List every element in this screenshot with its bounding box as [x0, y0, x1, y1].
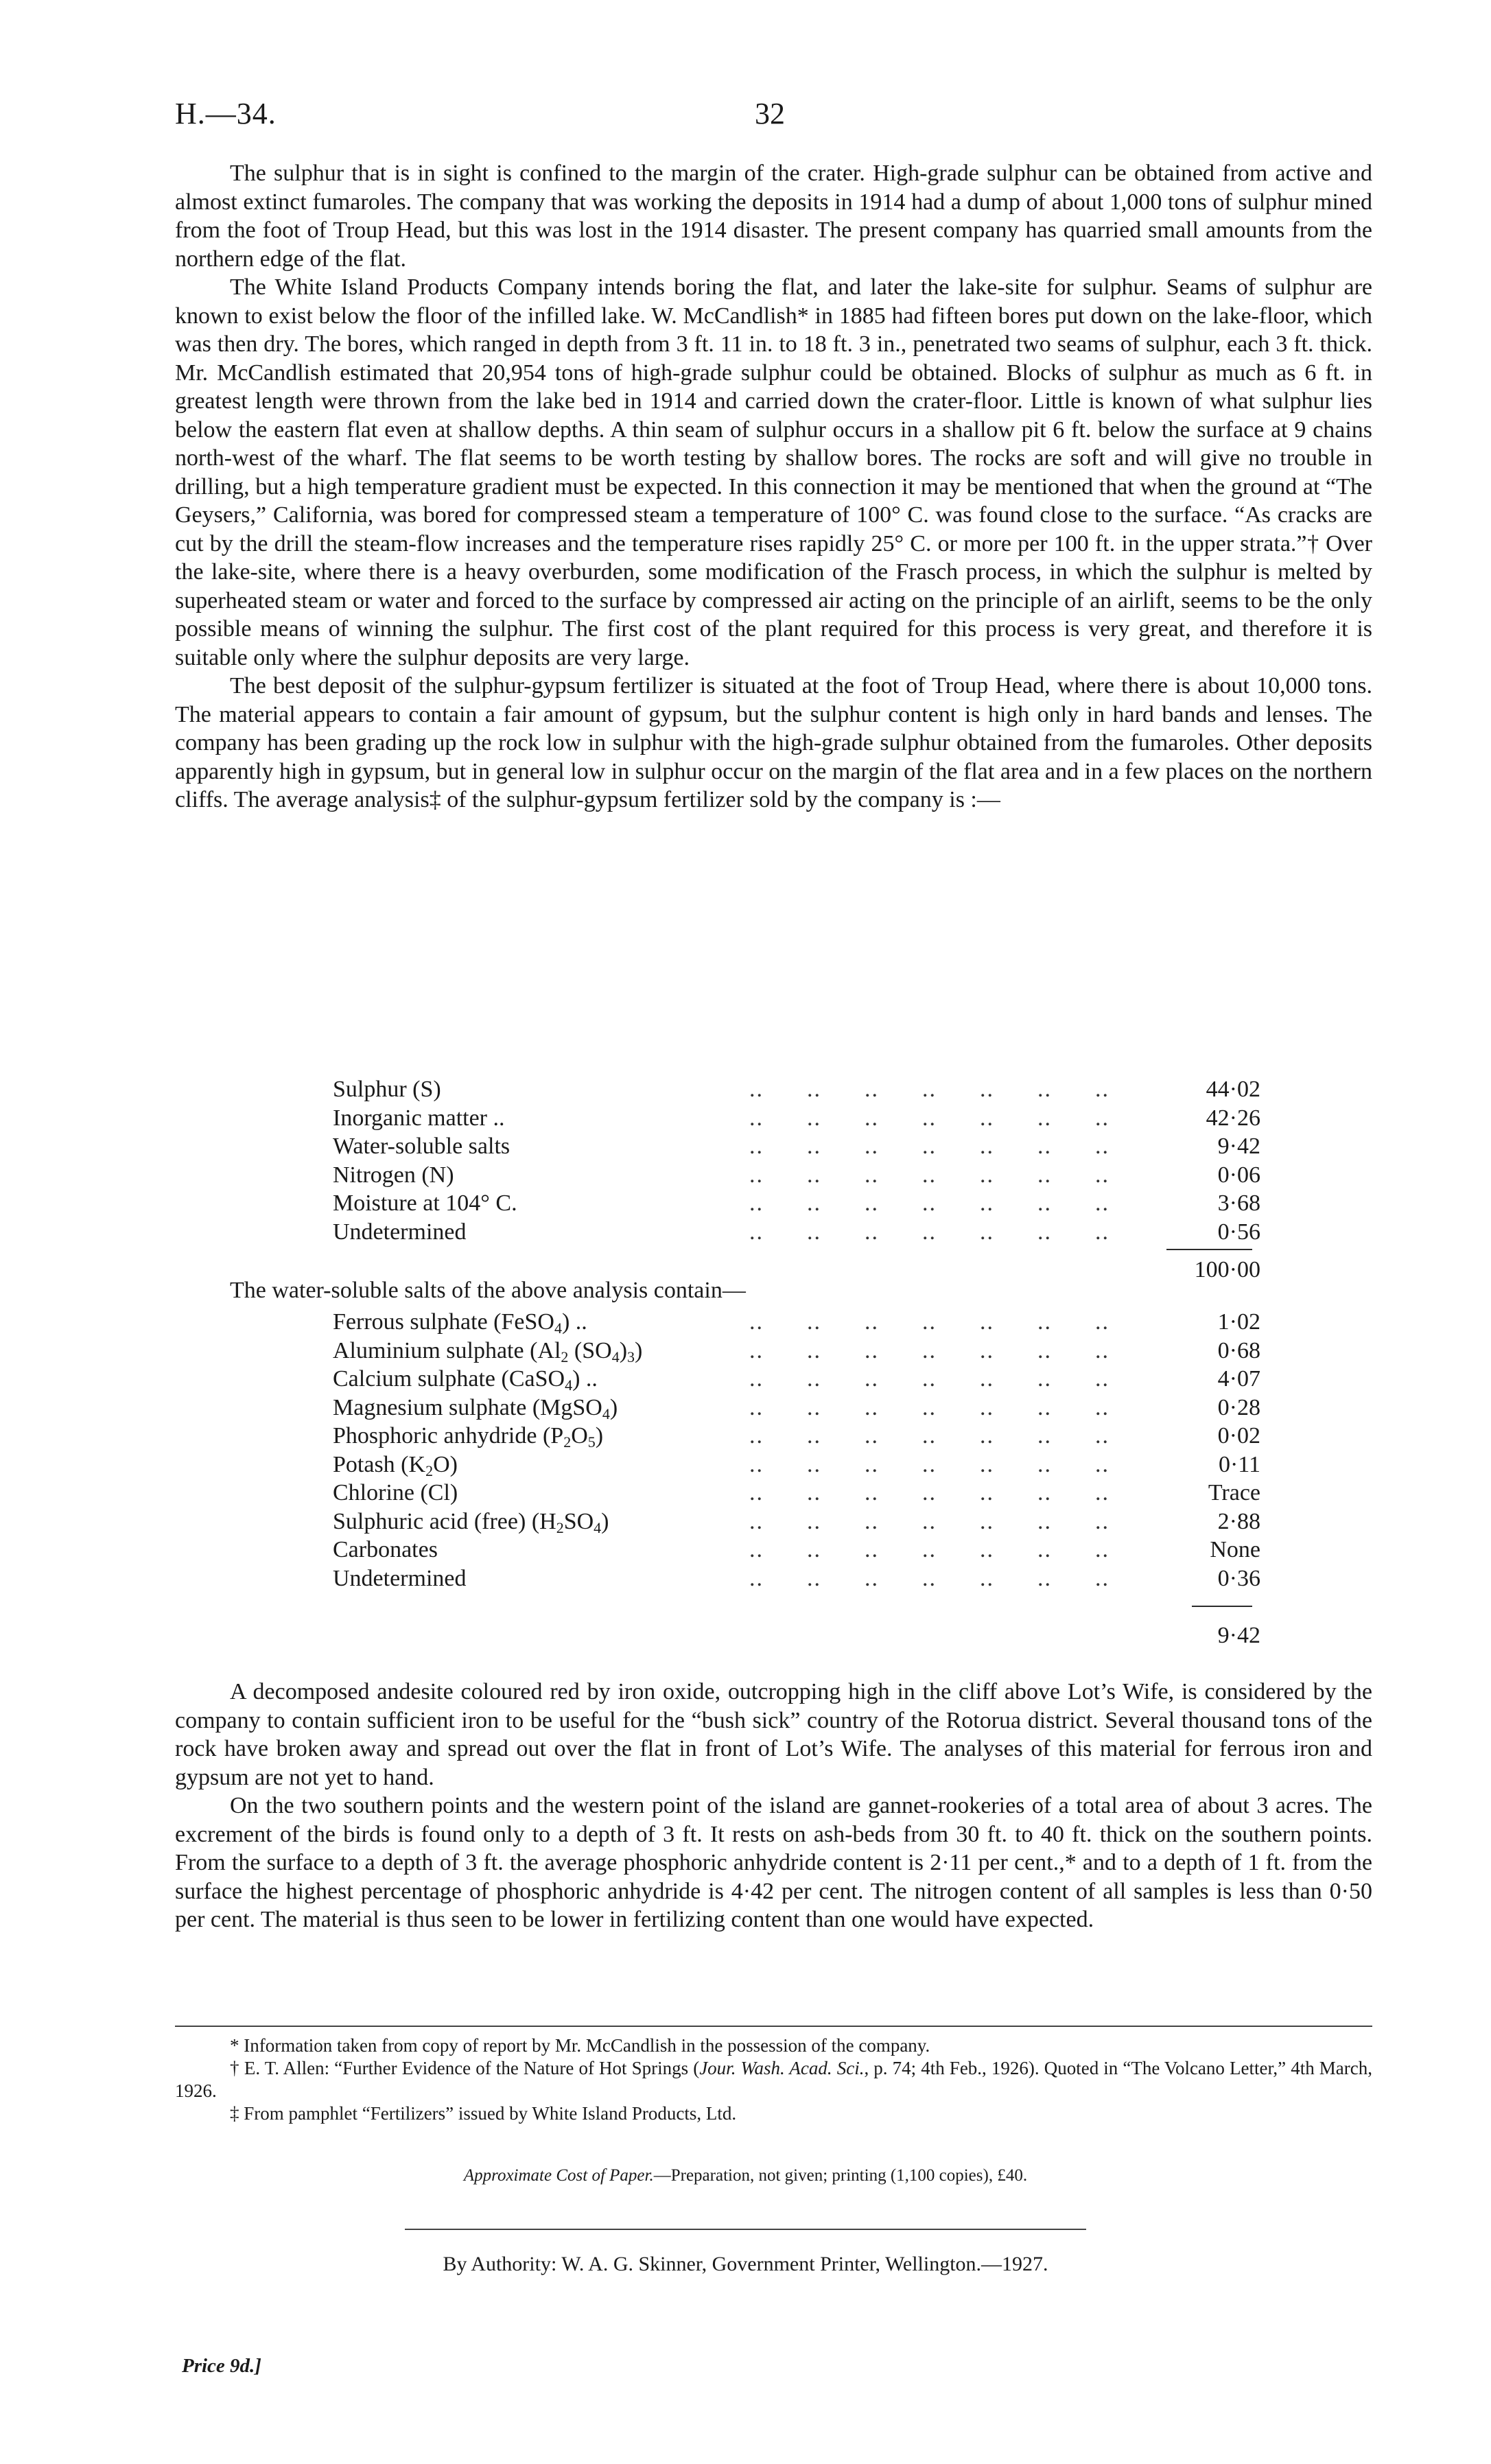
salts-leader-dots: .. .. .. .. .. .. ..: [749, 1480, 1110, 1505]
salts-leader-dots: .. .. .. .. .. .. ..: [749, 1451, 1110, 1477]
salts-value: 2·88: [1217, 1508, 1260, 1534]
analysis-leader-dots: .. .. .. .. .. .. ..: [749, 1162, 1110, 1188]
footnote-2-text-end: , p. 74; 4th Feb., 1926). Quoted in “The Volcano Letter,” 4th March, 1926.: [175, 2058, 1372, 2101]
salts-row: [333, 1564, 1260, 1593]
footnotes: [175, 2034, 1372, 2125]
salts-leader-dots: .. .. .. .. .. .. ..: [749, 1394, 1110, 1420]
salts-row: [333, 1479, 1260, 1507]
salts-value: 1·02: [1217, 1309, 1260, 1335]
analysis-label: Water-soluble salts: [333, 1134, 510, 1159]
analysis-total-rule: [1166, 1249, 1252, 1250]
salts-label: Aluminium sulphate ($Al_2$ $(SO_4)_3$): [333, 1337, 643, 1365]
salts-value: 0·11: [1218, 1451, 1260, 1477]
salts-label: Magnesium sulphate (MgSO$_4$): [333, 1394, 618, 1422]
analysis-leader-dots: .. .. .. .. .. .. ..: [749, 1105, 1110, 1131]
salts-value: 4·07: [1217, 1366, 1260, 1392]
cost-label: Approximate Cost of Paper.: [463, 2166, 654, 2185]
salts-label: Carbonates: [333, 1537, 438, 1562]
analysis-label: Undetermined: [333, 1219, 467, 1245]
analysis-row: [333, 1075, 1260, 1104]
salts-row: [333, 1451, 1260, 1479]
analysis-label: Moisture at 104° C.: [333, 1190, 517, 1216]
price: Price 9d.]: [182, 2355, 261, 2377]
salts-total: 9·42: [1217, 1623, 1260, 1648]
salts-value: 0·02: [1217, 1423, 1260, 1448]
closing-text: [175, 1678, 1372, 1934]
analysis-value: 0·56: [1217, 1219, 1260, 1245]
cost-text: —Preparation, not given; printing (1,100 copies), £40.: [653, 2166, 1028, 2185]
salts-row: [333, 1536, 1260, 1564]
salts-total-rule: [1192, 1606, 1252, 1607]
salts-label: Ferrous sulphate (FeSO$_4$) ..: [333, 1309, 587, 1337]
footnote-2-text: † E. T. Allen: “Further Evidence of the Nature of Hot Springs (: [230, 2058, 700, 2078]
paragraph-andesite: A decomposed andesite coloured red by iron oxide, outcropping high in the cliff above Lot’s Wife, is considered by the company to contain sufficient iron to be useful for the “bush sick” country of the Rotorua district. Several thousand tons of the rock have broken away and spread out over the flat in front of Lot’s Wife. The analyses of this material for ferrous iron and gypsum are not yet to hand.: [175, 1679, 1372, 1790]
authority-text: W. A. G. Skinner, Government Printer, Wellington.—1927.: [561, 2253, 1048, 2275]
analysis-table: [333, 1075, 1260, 1246]
salts-label: Undetermined: [333, 1565, 467, 1591]
authority-prefix: By Authority:: [443, 2253, 557, 2275]
analysis-leader-dots: .. .. .. .. .. .. ..: [749, 1190, 1110, 1216]
body-text: [175, 159, 1372, 814]
analysis-leader-dots: .. .. .. .. .. .. ..: [749, 1134, 1110, 1159]
paragraph-sulphur-in-sight: The sulphur that is in sight is confined to the margin of the crater. High-grade sulphur can be obtained from active and almost extinct fumaroles. The company that was working the deposits in 1914 had a dump of about 1,000 tons of sulphur mined from the foot of Troup Head, but this was lost in the 1914 disaster. The present company has quarried small amounts from the northern edge of the flat.: [175, 161, 1372, 272]
analysis-value: 3·68: [1217, 1190, 1260, 1216]
document-number: H.—34.: [175, 97, 277, 130]
salts-value: 0·36: [1217, 1565, 1260, 1591]
salts-label: Phosphoric anhydride $(P_2O_5)$: [333, 1423, 604, 1451]
salts-row: [333, 1394, 1260, 1422]
salts-value: 0·28: [1217, 1394, 1260, 1420]
footnote-divider: [175, 2026, 1372, 2027]
analysis-label: Nitrogen (N): [333, 1162, 454, 1188]
analysis-label: Sulphur (S): [333, 1077, 441, 1102]
salts-leader-dots: .. .. .. .. .. .. ..: [749, 1423, 1110, 1448]
cost-of-paper: [0, 2166, 1491, 2185]
salts-leader-dots: .. .. .. .. .. .. ..: [749, 1366, 1110, 1392]
analysis-total: 100·00: [1194, 1257, 1260, 1282]
salts-row: [333, 1507, 1260, 1536]
paragraph-gannet-rookeries: On the two southern points and the western point of the island are gannet-rookeries of a total area of about 3 acres. The excrement of the birds is found only to a depth of 3 ft. It rests on ash-beds from 30 ft. to 40 ft. thick on the southern points. From the surface to a depth of 3 ft. the average phosphoric anhydride content is 2·11 per cent.,* and to a depth of 1 ft. from the surface the highest percentage of phosphoric anhydride is 4·42 per cent. The nitrogen content of all samples is less than 0·50 per cent. The material is thus seen to be lower in fertilizing content than one would have expected.: [175, 1793, 1372, 1932]
analysis-value: 42·26: [1206, 1105, 1260, 1131]
page-number: 32: [755, 97, 785, 130]
salts-leader-dots: .. .. .. .. .. .. ..: [749, 1508, 1110, 1534]
analysis-row: [333, 1218, 1260, 1247]
salts-value: None: [1210, 1537, 1260, 1562]
page-header: [175, 96, 1372, 137]
salts-label: Sulphuric acid (free) $(H_2SO_4)$: [333, 1508, 609, 1536]
salts-label: Chlorine (Cl): [333, 1480, 458, 1505]
analysis-row: [333, 1161, 1260, 1190]
analysis-row: [333, 1189, 1260, 1218]
analysis-row: [333, 1132, 1260, 1161]
salts-leader-dots: .. .. .. .. .. .. ..: [749, 1337, 1110, 1363]
salts-leader-dots: .. .. .. .. .. .. ..: [749, 1565, 1110, 1591]
salts-row: [333, 1422, 1260, 1451]
salts-row: [333, 1365, 1260, 1394]
analysis-value: 0·06: [1217, 1162, 1260, 1188]
salts-row: [333, 1337, 1260, 1365]
footnote-2: [175, 2057, 1372, 2102]
salts-label: Potash $(K_2O)$: [333, 1451, 458, 1479]
analysis-value: 44·02: [1206, 1077, 1260, 1102]
paragraph-boring-plans: The White Island Products Company intends boring the flat, and later the lake-site for sulphur. Seams of sulphur are known to exist below the floor of the infilled lake. W. McCandlish* in 1885 had fifteen bores put down on the lake-floor, which was then dry. The bores, which ranged in depth from 3 ft. 11 in. to 18 ft. 3 in., penetrated two seams of sulphur, each 3 ft. thick. Mr. McCandlish estimated that 20,954 tons of high-grade sulphur could be obtained. Blocks of sulphur as much as 6 ft. in greatest length were thrown from the lake bed in 1914 and carried down the crater-floor. Little is known of what sulphur lies below the eastern flat even at shallow depths. A thin seam of sulphur occurs in a shallow pit 6 ft. below the surface at 9 chains north-west of the wharf. The flat seems to be worth testing by shallow bores. The rocks are soft and will give no trouble in drilling, but a high temperature gradient must be expected. In this connection it may be mentioned that when the ground at “The Geysers,” California, was bored for compressed steam a temperature of 100° C. was found close to the surface. “As cracks are cut by the drill the steam-flow increases and the temperature rises rapidly 25° C. or more per 100 ft. in the upper strata.”† Over the lake-site, where there is a heavy overburden, some modification of the Frasch process, in which the sulphur is melted by superheated steam or water and forced to the surface by compressed air acting on the principle of an airlift, seems to be the only possible means of winning the sulphur. The first cost of the plant required for this process is very great, and therefore it is suitable only where the sulphur deposits are very large.: [175, 274, 1372, 670]
salts-table: [333, 1308, 1260, 1593]
analysis-label: Inorganic matter ..: [333, 1105, 505, 1131]
printer-imprint: [0, 2253, 1491, 2276]
footnote-1: * Information taken from copy of report by Mr. McCandlish in the possession of the company.: [230, 2035, 930, 2056]
salts-leader-dots: .. .. .. .. .. .. ..: [749, 1537, 1110, 1562]
analysis-leader-dots: .. .. .. .. .. .. ..: [749, 1077, 1110, 1102]
salts-value: 0·68: [1217, 1337, 1260, 1363]
salts-label: Calcium sulphate (CaSO$_4$) ..: [333, 1366, 598, 1394]
footnote-3: ‡ From pamphlet “Fertilizers” issued by White Island Products, Ltd.: [230, 2103, 737, 2124]
salts-row: [333, 1308, 1260, 1337]
analysis-leader-dots: .. .. .. .. .. .. ..: [749, 1219, 1110, 1245]
analysis-value: 9·42: [1217, 1134, 1260, 1159]
imprint-divider: [405, 2229, 1086, 2230]
analysis-row: [333, 1104, 1260, 1133]
salts-intro: The water-soluble salts of the above analysis contain—: [230, 1278, 746, 1303]
salts-leader-dots: .. .. .. .. .. .. ..: [749, 1309, 1110, 1335]
footnote-2-citation: Jour. Wash. Acad. Sci.: [699, 2058, 865, 2078]
paragraph-fertilizer-deposit: The best deposit of the sulphur-gypsum fertilizer is situated at the foot of Troup Head, where there is about 10,000 tons. The material appears to contain a fair amount of gypsum, but the sulphur content is high only in hard bands and lenses. The company has been grading up the rock low in sulphur with the high-grade sulphur obtained from the fumaroles. Other deposits apparently high in gypsum, but in general low in sulphur occur on the margin of the flat area and in a few places on the northern cliffs. The average analysis‡ of the sulphur-gypsum fertilizer sold by the company is :—: [175, 673, 1372, 812]
salts-value: Trace: [1208, 1480, 1260, 1505]
